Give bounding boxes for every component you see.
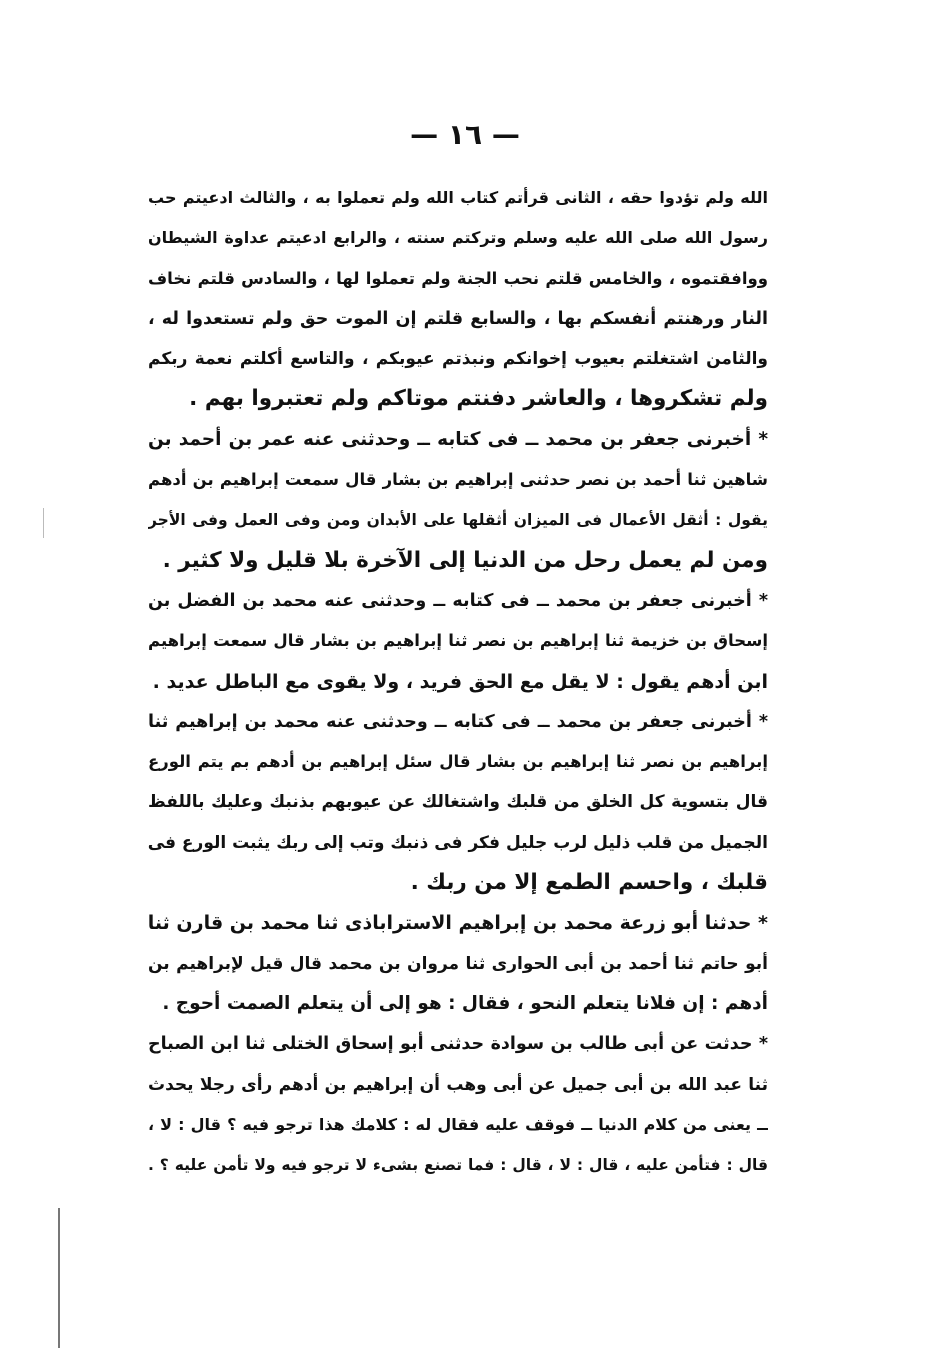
- text-line: * أخبرنى جعفر بن محمد ــ فى كتابه ــ وحدثنى عنه عمر بن أحمد بن: [148, 428, 768, 450]
- text-line: أبو حاتم ثنا أحمد بن أبى الحوارى ثنا مروان بن محمد قال قيل لإبراهيم بن: [148, 953, 768, 974]
- text-line: قلبك ، واحسم الطمع إلا من ربك .: [410, 870, 768, 896]
- scan-margin-mark: [43, 508, 44, 538]
- scan-margin-line: [58, 1208, 60, 1348]
- text-line: رسول الله صلى الله عليه وسلم وتركتم سنته ، والرابع ادعيتم عداوة الشيطان: [148, 228, 768, 248]
- text-line: ثنا عبد الله بن أبى جميل عن أبى وهب أن إبراهيم بن أدهم رأى رجلا يحدث: [148, 1074, 768, 1095]
- text-line: إبراهيم بن نصر ثنا إبراهيم بن بشار قال سئل إبراهيم بن أدهم بم يتم الورع: [148, 752, 768, 772]
- text-line: * حدثت عن أبى طالب بن سوادة حدثنى أبو إسحاق الختلى ثنا ابن الصباح: [148, 1034, 768, 1055]
- text-line: أدهم : إن فلانا يتعلم النحو ، فقال : هو إلى أن يتعلم الصمت أحوج .: [162, 992, 768, 1014]
- text-line: قال بتسوية كل الخلق من قلبك واشتغالك عن عيوبهم بذنبك وعليك باللفظ: [148, 792, 768, 813]
- text-line: * أخبرنى جعفر بن محمد ــ فى كتابه ــ وحدثنى عنه محمد بن الفضل بن: [148, 590, 768, 611]
- text-line: ومن لم يعمل رحل من الدنيا إلى الآخرة بلا قليل ولا كثير .: [162, 547, 768, 573]
- text-line: ووافقتموه ، والخامس قلتم نحب الجنة ولم تعملوا لها ، والسادس قلتم نخاف: [148, 268, 768, 288]
- text-line: النار ورهنتم أنفسكم بها ، والسابع قلتم إن الموت حق ولم تستعدوا له ،: [148, 308, 768, 329]
- text-line: ولم تشكروها ، والعاشر دفنتم موتاكم ولم تعتبروا بهم .: [189, 386, 768, 412]
- text-line: يقول : أثقل الأعمال فى الميزان أثقلها على الأبدان ومن وفى العمل وفى الأجر: [148, 511, 768, 530]
- page-number: — ١٦ —: [410, 118, 520, 151]
- text-line: والثامن اشتغلتم بعيوب إخوانكم ونبذتم عيوبكم ، والتاسع أكلتم نعمة ربكم: [148, 349, 768, 370]
- text-line: * أخبرنى جعفر بن محمد ــ فى كتابه ــ وحدثنى عنه محمد بن إبراهيم ثنا: [148, 711, 768, 732]
- text-line: قال : فتأمن عليه ، قال : لا ، قال : فما تصنع بشىء لا ترجو فيه ولا تأمن عليه ؟ .: [148, 1156, 768, 1175]
- text-line: ابن أدهم يقول : لا يقل مع الحق فريد ، ولا يقوى مع الباطل عديد .: [152, 670, 768, 693]
- text-line: إسحاق بن خزيمة ثنا إبراهيم بن نصر ثنا إبراهيم بن بشار قال سمعت إبراهيم: [148, 631, 768, 651]
- text-line: الله ولم تؤدوا حقه ، الثانى قرأتم كتاب الله ولم تعملوا به ، والثالث ادعيتم حب: [148, 188, 768, 207]
- text-line: الجميل من قلب ذليل لرب جليل فكر فى ذنبك وتب إلى ربك يثبت الورع فى: [148, 832, 768, 853]
- text-line: ــ يعنى من كلام الدنيا ــ فوقف عليه فقال له : كلامك هذا ترجو فيه ؟ قال : لا ،: [148, 1114, 768, 1134]
- body-text: [148, 178, 768, 1185]
- text-line: * حدثنا أبو زرعة محمد بن إبراهيم الاستراباذى ثنا محمد بن قارن ثنا: [148, 912, 768, 935]
- text-line: شاهين ثنا أحمد بن نصر حدثنى إبراهيم بن بشار قال سمعت إبراهيم بن أدهم: [148, 470, 768, 490]
